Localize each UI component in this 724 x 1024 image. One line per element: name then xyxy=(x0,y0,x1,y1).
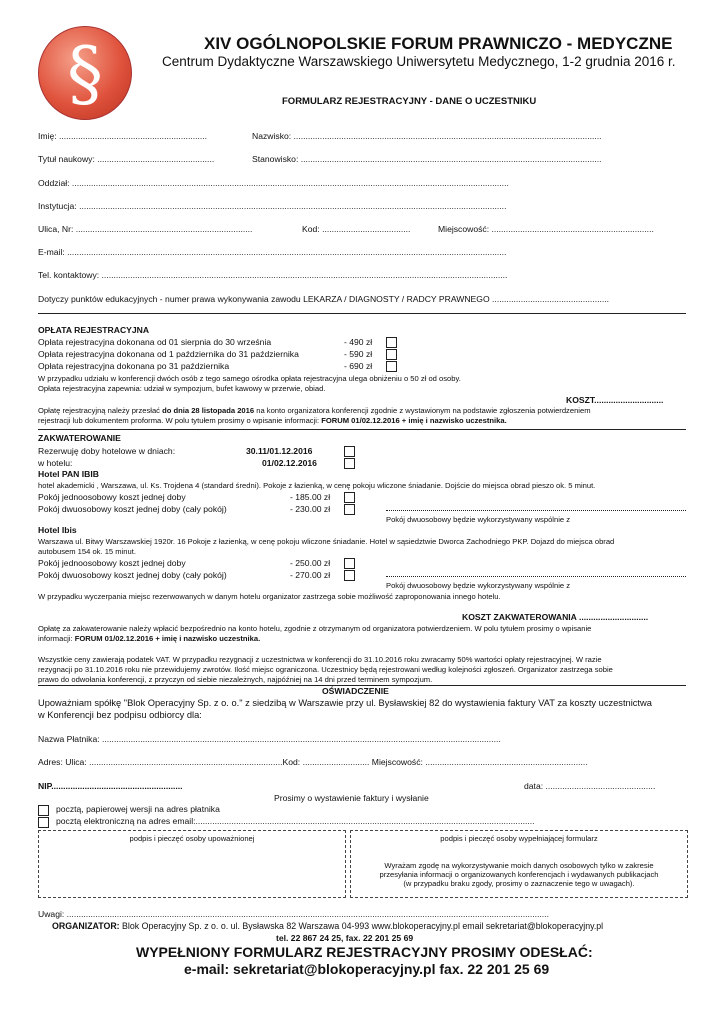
hotel2-single-price: - 250.00 zł xyxy=(290,558,331,568)
accommodation-total-field[interactable]: KOSZT ZAKWATEROWANIA ............................. xyxy=(462,612,649,622)
fee-row-label: Opłata rejestracyjna dokonana od 01 sierpnia do 30 września xyxy=(38,337,272,347)
authorized-signature-box[interactable] xyxy=(38,830,346,898)
form-title: FORMULARZ REJESTRACYJNY - DANE O UCZESTNIKU xyxy=(282,96,537,107)
text: na konto organizatora konferencji zgodnie z wystawionym na podstawie zgłoszenia potwierdzeniem xyxy=(254,406,591,415)
reserve-checkbox[interactable] xyxy=(344,446,355,457)
fee-checkbox[interactable] xyxy=(386,349,397,360)
invoice-email-checkbox[interactable] xyxy=(38,817,49,828)
field-payer-address[interactable]: Adres: Ulica: .................................................................................Kod: ............................ Miejscowość: .................................................................... xyxy=(38,757,588,767)
authorized-signature-label: podpis i pieczęć osoby upoważnionej xyxy=(129,834,255,843)
field-email[interactable]: E-mail: ........................................................................................................................................................................................ xyxy=(38,247,507,257)
vat-note-end: prawo do odwołania konferencji, z przyczyn od siebie niezależnych, najpóźniej na 14 dni przed terminem sympozjum. xyxy=(38,675,433,684)
divider xyxy=(38,429,686,430)
forum-subtitle: Centrum Dydaktyczne Warszawskiego Uniwersytetu Medycznego, 1-2 grudnia 2016 r. xyxy=(162,54,676,69)
field-academic-title[interactable]: Tytuł naukowy: ................................................. xyxy=(38,154,215,164)
hotel2-desc: Warszawa ul. Bitwy Warszawskiej 1920r. 16 Pokoje z łazienką, w cenę pokoju wliczone śniadanie. Hotel w sąsiedztwie Dworca Zachodniego PKP. Dojazd do miejsca obrad xyxy=(38,537,615,546)
hotel2-shared-line[interactable] xyxy=(386,576,686,578)
divider xyxy=(38,313,686,314)
fee-payment-note xyxy=(38,406,591,415)
invoice-post-label: pocztą, papierowej wersji na adres płatnika xyxy=(56,804,220,814)
hotel-full-note: W przypadku wyczerpania miejsc rezerwowanych w danym hotelu organizator zastrzega sobie możliwość zaproponowania innego hotelu. xyxy=(38,592,501,601)
fee-row-price: - 690 zł xyxy=(344,361,373,371)
hotel1-double-price: - 230.00 zł xyxy=(290,504,331,514)
field-nip[interactable]: NIP....................................................... xyxy=(38,781,183,791)
field-date[interactable]: data: .............................................. xyxy=(524,781,656,791)
field-license-number[interactable]: Dotyczy punktów edukacyjnych - numer prawa wykonywania zawodu LEKARZA / DIAGNOSTY / RADCY PRAWNEGO ................................................. xyxy=(38,294,610,304)
text: rejestracji lub dokumentem proforma. W polu tytułem prosimy o wpisanie informacji: xyxy=(38,416,322,425)
field-phone[interactable]: Tel. kontaktowy: .......................................................................................................................................................................... xyxy=(38,270,508,280)
statement-heading: OŚWIADCZENIE xyxy=(322,686,389,696)
hotel2-single-label: Pokój jednoosobowy koszt jednej doby xyxy=(38,558,186,568)
vat-note: Wszystkie ceny zawierają podatek VAT. W przypadku rezygnacji z uczestnictwa w konferencji do 31.10.2016 roku zwracamy 50% wartości opłaty rejestracyjnej. W razie xyxy=(38,655,602,664)
hotel1-shared-note: Pokój dwuosobowy będzie wykorzystywany wspólnie z xyxy=(386,515,571,524)
send-instruction: WYPEŁNIONY FORMULARZ REJESTRACYJNY PROSIMY ODESŁAĆ: xyxy=(136,944,593,960)
accommodation-payment-note: Opłatę za zakwaterowanie należy wpłacić bezpośrednio na konto hotelu, zgodnie z otrzymanym od organizatora potwierdzeniem. W polu tytułem prosimy o wpisanie xyxy=(38,624,592,633)
hotel-label: w hotelu: xyxy=(38,458,73,468)
hotel2-single-checkbox[interactable] xyxy=(344,558,355,569)
text: Opłatę rejestracyjną należy przesłać xyxy=(38,406,163,415)
filler-signature-box[interactable] xyxy=(350,830,688,898)
hotel2-double-checkbox[interactable] xyxy=(344,570,355,581)
text: informacji: xyxy=(38,634,75,643)
send-contacts: e-mail: sekretariat@blokoperacyjny.pl fax. 22 201 25 69 xyxy=(184,961,550,977)
payment-title: FORUM 01/02.12.2016 + imię i nazwisko uczestnika. xyxy=(321,416,507,425)
hotel2-double-price: - 270.00 zł xyxy=(290,570,331,580)
organizer-info xyxy=(52,921,603,931)
field-last-name[interactable]: Nazwisko: ................................................................................................................................. xyxy=(252,131,602,141)
field-city[interactable]: Miejscowość: .................................................................... xyxy=(438,224,654,234)
forum-title: XIV OGÓLNOPOLSKIE FORUM PRAWNICZO - MEDYCZNE xyxy=(204,34,673,53)
hotel1-shared-line[interactable] xyxy=(386,510,686,512)
consent-text-cont: przesyłania informacji o organizowanych konferencjach i wydawanych publikacjach xyxy=(379,870,659,879)
fee-payment-title-note xyxy=(38,416,507,425)
accommodation-title-note xyxy=(38,634,260,643)
invoice-request: Prosimy o wystawienie faktury i wysłanie xyxy=(274,793,429,803)
reserve-dates: 30.11/01.12.2016 xyxy=(246,446,313,456)
hotel1-single-label: Pokój jednoosobowy koszt jednej doby xyxy=(38,492,186,502)
accommodation-heading: ZAKWATEROWANIE xyxy=(38,433,121,443)
field-street[interactable]: Ulica, Nr: .......................................................................... xyxy=(38,224,253,234)
hotel2-shared-note: Pokój dwuosobowy będzie wykorzystywany wspólnie z xyxy=(386,581,571,590)
statement-text-cont: w Konferencji bez podpisu odbiorcy dla: xyxy=(38,710,202,720)
invoice-email-field[interactable]: pocztą elektroniczną na adres email:.............................................................................................................................................. xyxy=(56,816,535,826)
consent-text: Wyrażam zgodę na wykorzystywanie moich danych osobowych tylko w zakresie xyxy=(384,861,654,870)
field-position[interactable]: Stanowisko: .............................................................................................................................. xyxy=(252,154,602,164)
statement-text: Upoważniam spółkę "Blok Operacyjny Sp. z o. o." z siedzibą w Warszawie przy ul. Bysławskiej 82 do wystawienia faktury VAT za koszty uczestnictwa xyxy=(38,698,652,708)
fee-checkbox[interactable] xyxy=(386,337,397,348)
reserve-label: Rezerwuję doby hotelowe w dniach: xyxy=(38,446,176,456)
hotel1-single-checkbox[interactable] xyxy=(344,492,355,503)
hotel-date-checkbox[interactable] xyxy=(344,458,355,469)
filler-signature-label: podpis i pieczęć osoby wypełniającej formularz xyxy=(440,834,598,843)
hotel2-desc-cont: autobusem 154 ok. 15 minut. xyxy=(38,547,136,556)
field-first-name[interactable]: Imię: .............................................................. xyxy=(38,131,208,141)
payment-title: FORUM 01/02.12.2016 + imię i nazwisko uczestnika. xyxy=(74,634,261,643)
hotel2-name: Hotel Ibis xyxy=(38,525,77,535)
fee-checkbox[interactable] xyxy=(386,361,397,372)
hotel1-desc: hotel akademicki , Warszawa, ul. Ks. Trojdena 4 (standard średni). Pokoje z łazienką, w cenę pokoju wliczone śniadanie. Dojście do miejsca obrad pieszo ok. 5 minut. xyxy=(38,481,596,490)
fee-row-price: - 490 zł xyxy=(344,337,373,347)
invoice-post-checkbox[interactable] xyxy=(38,805,49,816)
fee-row-label: Opłata rejestracyjna dokonana po 31 października xyxy=(38,361,230,371)
hotel1-name: Hotel PAN IBIB xyxy=(38,469,99,479)
fee-row-price: - 590 zł xyxy=(344,349,373,359)
hotel-date: 01/02.12.2016 xyxy=(262,458,317,468)
fee-total-field[interactable]: KOSZT............................. xyxy=(566,395,664,405)
hotel1-single-price: - 185.00 zł xyxy=(290,492,331,502)
field-payer-name[interactable]: Nazwa Płatnika: ....................................................................................................................................................................... xyxy=(38,734,501,744)
fee-heading: OPŁATA REJESTRACYJNA xyxy=(38,325,150,335)
deadline: do dnia 28 listopada 2016 xyxy=(162,406,255,415)
fee-discount-note: W przypadku udziału w konferencji dwóch osób z tego samego ośrodka opłata rejestracyjna ulega obniżeniu o 50 zł od osoby. xyxy=(38,374,461,383)
hotel1-double-label: Pokój dwuosobowy koszt jednej doby (cały pokój) xyxy=(38,504,227,514)
hotel2-double-label: Pokój dwuosobowy koszt jednej doby (cały pokój) xyxy=(38,570,227,580)
field-department[interactable]: Oddział: ....................................................................................................................................................................................... xyxy=(38,178,509,188)
fee-includes-note: Opłata rejestracyjna zapewnia: udział w sympozjum, bufet kawowy w przerwie, obiad. xyxy=(38,384,326,393)
fee-row-label: Opłata rejestracyjna dokonana od 1 października do 31 października xyxy=(38,349,299,359)
paragraph-section-icon: § xyxy=(67,31,103,115)
organizer-label: ORGANIZATOR: xyxy=(52,921,120,931)
consent-text-end: (w przypadku braku zgody, prosimy o zaznaczenie tego w uwagach). xyxy=(403,879,635,888)
field-institution[interactable]: Instytucja: ................................................................................................................................................................................... xyxy=(38,201,507,211)
field-postal-code[interactable]: Kod: ..................................... xyxy=(302,224,411,234)
hotel1-double-checkbox[interactable] xyxy=(344,504,355,515)
organizer-phone: tel. 22 867 24 25, fax. 22 201 25 69 xyxy=(276,933,414,943)
forum-logo xyxy=(38,26,132,120)
field-remarks[interactable]: Uwagi: .......................................................................................................................................................................................................... xyxy=(38,909,549,919)
vat-note-cont: rezygnacji po 31.10.2016 roku nie przewidujemy zwrotów. Ilość miejsc ograniczona. Uczestnicy będą rejestrowani według kolejności zgłoszeń. Organizator zastrzega sobie xyxy=(38,665,613,674)
organizer-text: Blok Operacyjny Sp. z o. o. ul. Bysławska 82 Warszawa 04-993 www.blokoperacyjny.pl email sekretariat@blokoperacyjny.pl xyxy=(119,921,604,931)
